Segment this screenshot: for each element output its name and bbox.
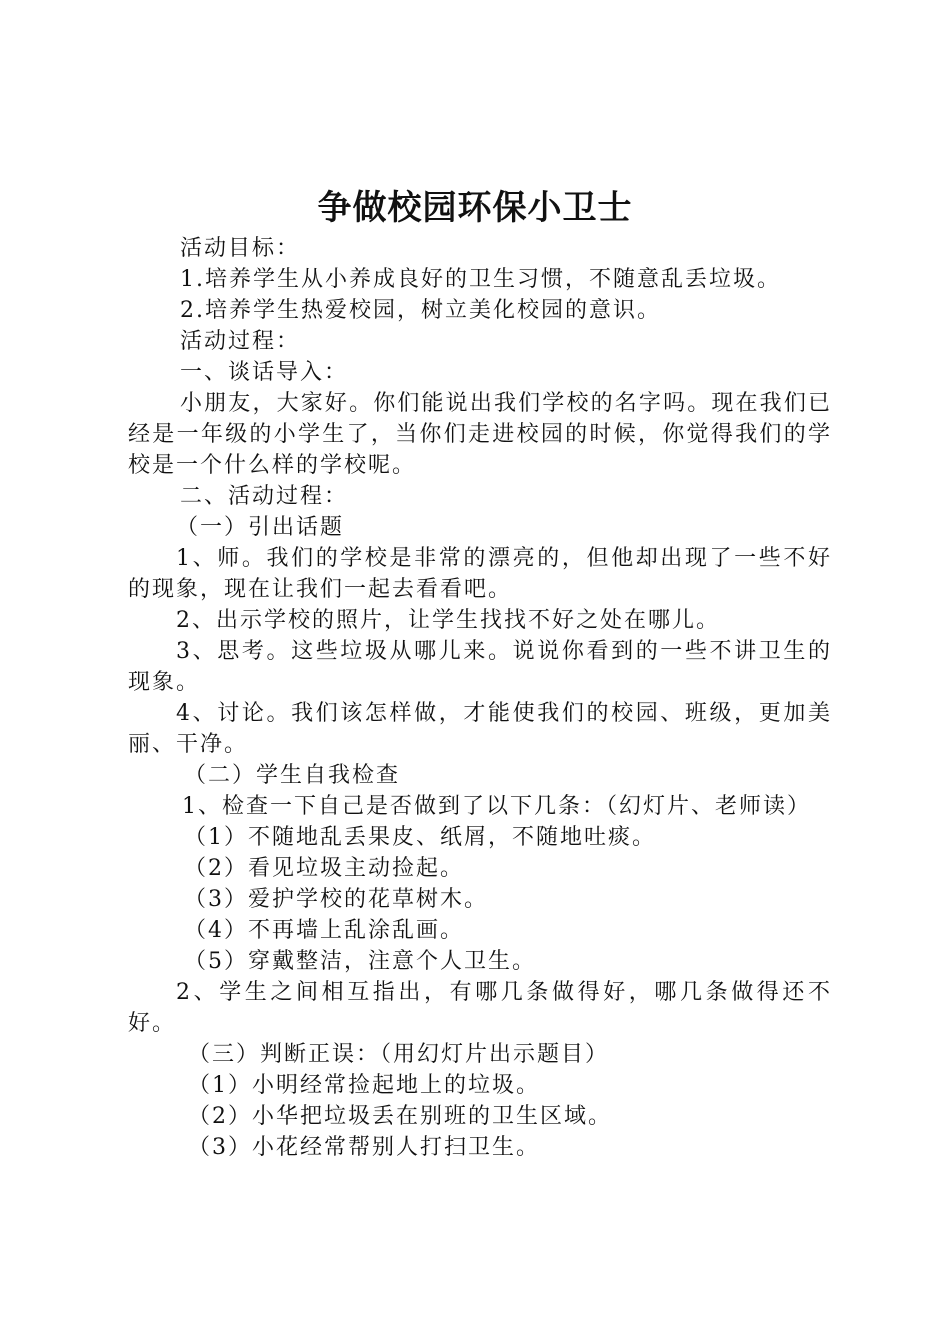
paragraph-judge-2: （2）小华把垃圾丢在别班的卫生区域。	[188, 1104, 612, 1129]
paragraph-goal-1: 1.培养学生从小养成良好的卫生习惯，不随意乱丢垃圾。	[180, 267, 781, 292]
paragraph-step-3: 3、思考。这些垃圾从哪儿来。说说你看到的一些不讲卫生的现象。	[128, 639, 832, 695]
document-body	[128, 233, 832, 1163]
paragraph-rule-4: （4）不再墙上乱涂乱画。	[184, 918, 464, 943]
paragraph-process-heading: 活动过程：	[180, 329, 301, 354]
paragraph-rule-1: （1）不随地乱丢果皮、纸屑，不随地吐痰。	[184, 825, 656, 850]
paragraph-goal-2: 2.培养学生热爱校园，树立美化校园的意识。	[180, 298, 661, 323]
paragraph-intro-talk: 小朋友，大家好。你们能说出我们学校的名字吗。现在我们已经是一年级的小学生了，当你们走进校园的时候，你觉得我们的学校是一个什么样的学校呢。	[128, 391, 832, 478]
paragraph-section-1: 一、谈话导入：	[180, 360, 349, 385]
paragraph-check-1: 1、检查一下自己是否做到了以下几条：（幻灯片、老师读）	[182, 794, 811, 819]
paragraph-step-2: 2、出示学校的照片，让学生找找不好之处在哪儿。	[176, 608, 720, 633]
document-title: 争做校园环保小卫士	[317, 188, 633, 228]
paragraph-goal-heading: 活动目标：	[180, 236, 301, 261]
paragraph-rule-2: （2）看见垃圾主动捡起。	[184, 856, 464, 881]
paragraph-subsection-2: （二）学生自我检查	[184, 763, 401, 788]
paragraph-check-2: 2、学生之间相互指出，有哪几条做得好，哪几条做得还不好。	[128, 980, 832, 1036]
paragraph-subsection-1: （一）引出话题	[176, 515, 345, 540]
paragraph-step-4: 4、讨论。我们该怎样做，才能使我们的校园、班级，更加美丽、干净。	[128, 701, 832, 757]
paragraph-section-2: 二、活动过程：	[180, 484, 349, 509]
paragraph-rule-3: （3）爱护学校的花草树木。	[184, 887, 488, 912]
paragraph-judge-1: （1）小明经常捡起地上的垃圾。	[188, 1073, 540, 1098]
paragraph-rule-5: （5）穿戴整洁，注意个人卫生。	[184, 949, 536, 974]
paragraph-subsection-3: （三）判断正误：（用幻灯片出示题目）	[188, 1042, 610, 1067]
paragraph-step-1: 1、师。我们的学校是非常的漂亮的，但他却出现了一些不好的现象，现在让我们一起去看看吧。	[128, 546, 832, 602]
paragraph-judge-3: （3）小花经常帮别人打扫卫生。	[188, 1135, 540, 1160]
